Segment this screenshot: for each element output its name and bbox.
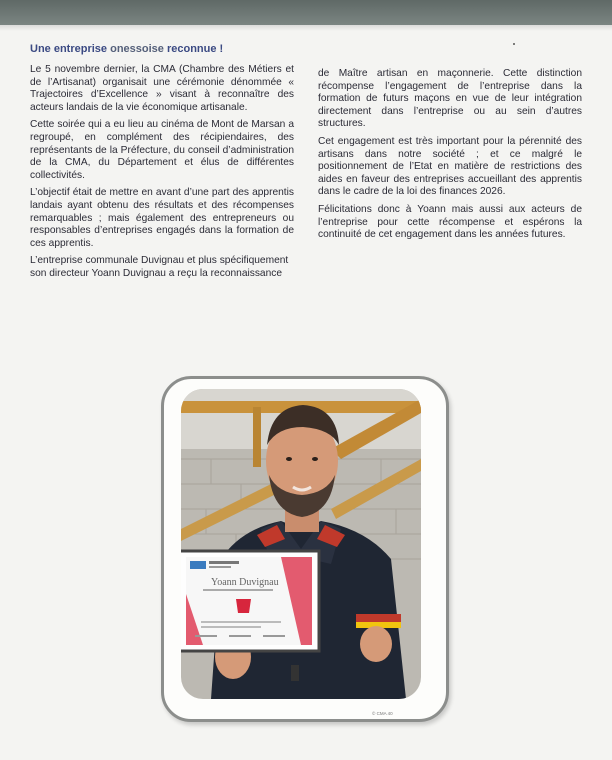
paragraph: Cet engagement est très important pour la pérennité des artisans dans notre société ; et ce malgré le positionnement de l’Etat en matière de restrictions des aides en faveur des entreprises accueillant des apprentis dans le cadre de la loi des finances 2026. bbox=[318, 135, 582, 198]
title-town: onessoise bbox=[110, 43, 164, 55]
paragraph: L’objectif était de mettre en avant d’une part des apprentis landais ayant obtenu des résultats et des récompenses remarquables ; mais également des entrepreneurs ou responsables d’entreprises engagés dans la formation de ces apprentis. bbox=[30, 187, 294, 249]
paragraph: Félicitations donc à Yoann mais aussi aux acteurs de l’entreprise pour cette récompense et espérons la continuité de cet engagement dans les années futures. bbox=[318, 203, 582, 241]
page-header-band bbox=[0, 0, 612, 25]
paragraph: de Maître artisan en maçonnerie. Cette distinction récompense l’engagement de l’entreprise dans la formation de futurs maçons en vue de leur intégration directement dans l’entreprise ou au sein d’autres structures. bbox=[318, 68, 582, 130]
article-column-left bbox=[30, 64, 294, 286]
header-shadow bbox=[0, 25, 612, 31]
speck bbox=[513, 43, 515, 45]
article-title bbox=[30, 43, 223, 55]
article-column-right bbox=[318, 68, 582, 247]
photo-credit: © CMA 40 bbox=[372, 711, 393, 716]
paragraph: Le 5 novembre dernier, la CMA (Chambre des Métiers et de l’Artisanat) organisait une cérémonie dénommée « Trajectoires d’Excellence » visant à reconnaître des acteurs landais de la vie économique artisanale. bbox=[30, 64, 294, 113]
title-suffix: reconnue ! bbox=[166, 43, 224, 55]
award-photo bbox=[181, 389, 421, 699]
certificate-name: Yoann Duvignau bbox=[211, 577, 279, 588]
paragraph: Cette soirée qui a eu lieu au cinéma de Mont de Marsan a regroupé, en complément des récipiendaires, des représentants de la Préfecture, du conseil d’administration de la CMA, du Département et élus de différentes collectivités. bbox=[30, 119, 294, 181]
paragraph: L’entreprise communale Duvignau et plus spécifiquement son directeur Yoann Duvignau a reçu la reconnaissance bbox=[30, 255, 289, 279]
title-prefix: Une entreprise bbox=[30, 43, 108, 55]
